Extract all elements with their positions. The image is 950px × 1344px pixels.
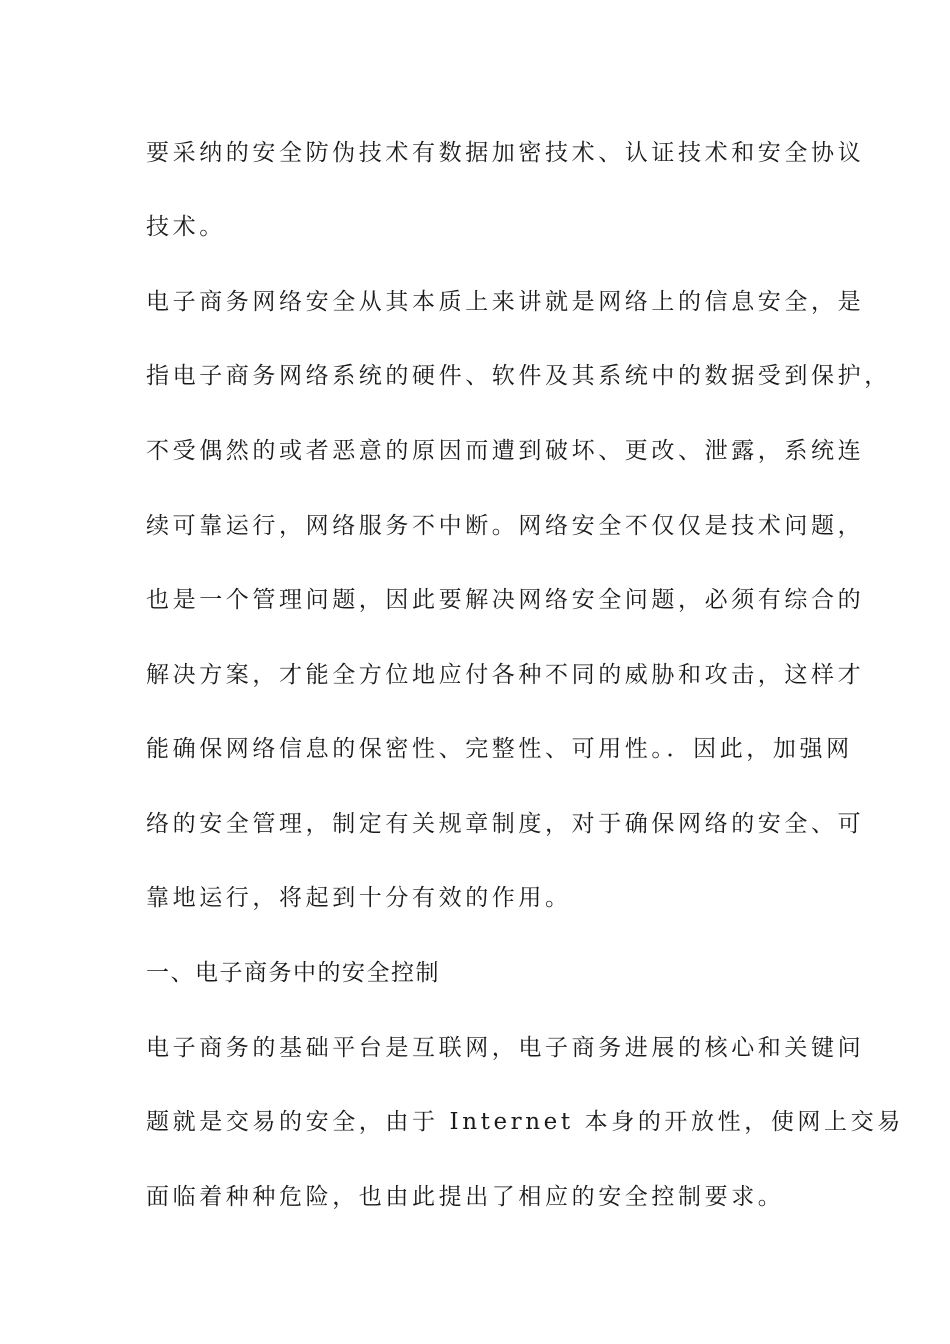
paragraph-line: 络的安全管理，制定有关规章制度，对于确保网络的安全、可 [146,811,865,837]
paragraph-line: 面临着种种危险，也由此提出了相应的安全控制要求。 [146,1184,785,1210]
section-heading: 一、电子商务中的安全控制 [146,960,440,986]
paragraph-line: 技术。 [146,214,226,240]
paragraph-line: 靠地运行，将起到十分有效的作用。 [146,885,572,911]
paragraph-line: 电子商务网络安全从其本质上来讲就是网络上的信息安全，是 [146,289,865,315]
paragraph-line: 能确保网络信息的保密性、完整性、可用性。．因此，加强网 [146,736,853,762]
paragraph-line: 解决方案，才能全方位地应付各种不同的威胁和攻击，这样才 [146,662,865,688]
paragraph-line: 也是一个管理问题，因此要解决网络安全问题，必须有综合的 [146,587,865,613]
paragraph-line: 题就是交易的安全，由于 Internet 本身的开放性，使网上交易 [146,1109,904,1135]
paragraph-line: 要采纳的安全防伪技术有数据加密技术、认证技术和安全协议 [146,140,865,166]
paragraph-line: 不受偶然的或者恶意的原因而遭到破坏、更改、泄露，系统连 [146,438,865,464]
paragraph-line: 指电子商务网络系统的硬件、软件及其系统中的数据受到保护， [146,363,891,389]
paragraph-line: 电子商务的基础平台是互联网，电子商务进展的核心和关键问 [146,1035,865,1061]
paragraph-line: 续可靠运行，网络服务不中断。网络安全不仅仅是技术问题， [146,513,865,539]
